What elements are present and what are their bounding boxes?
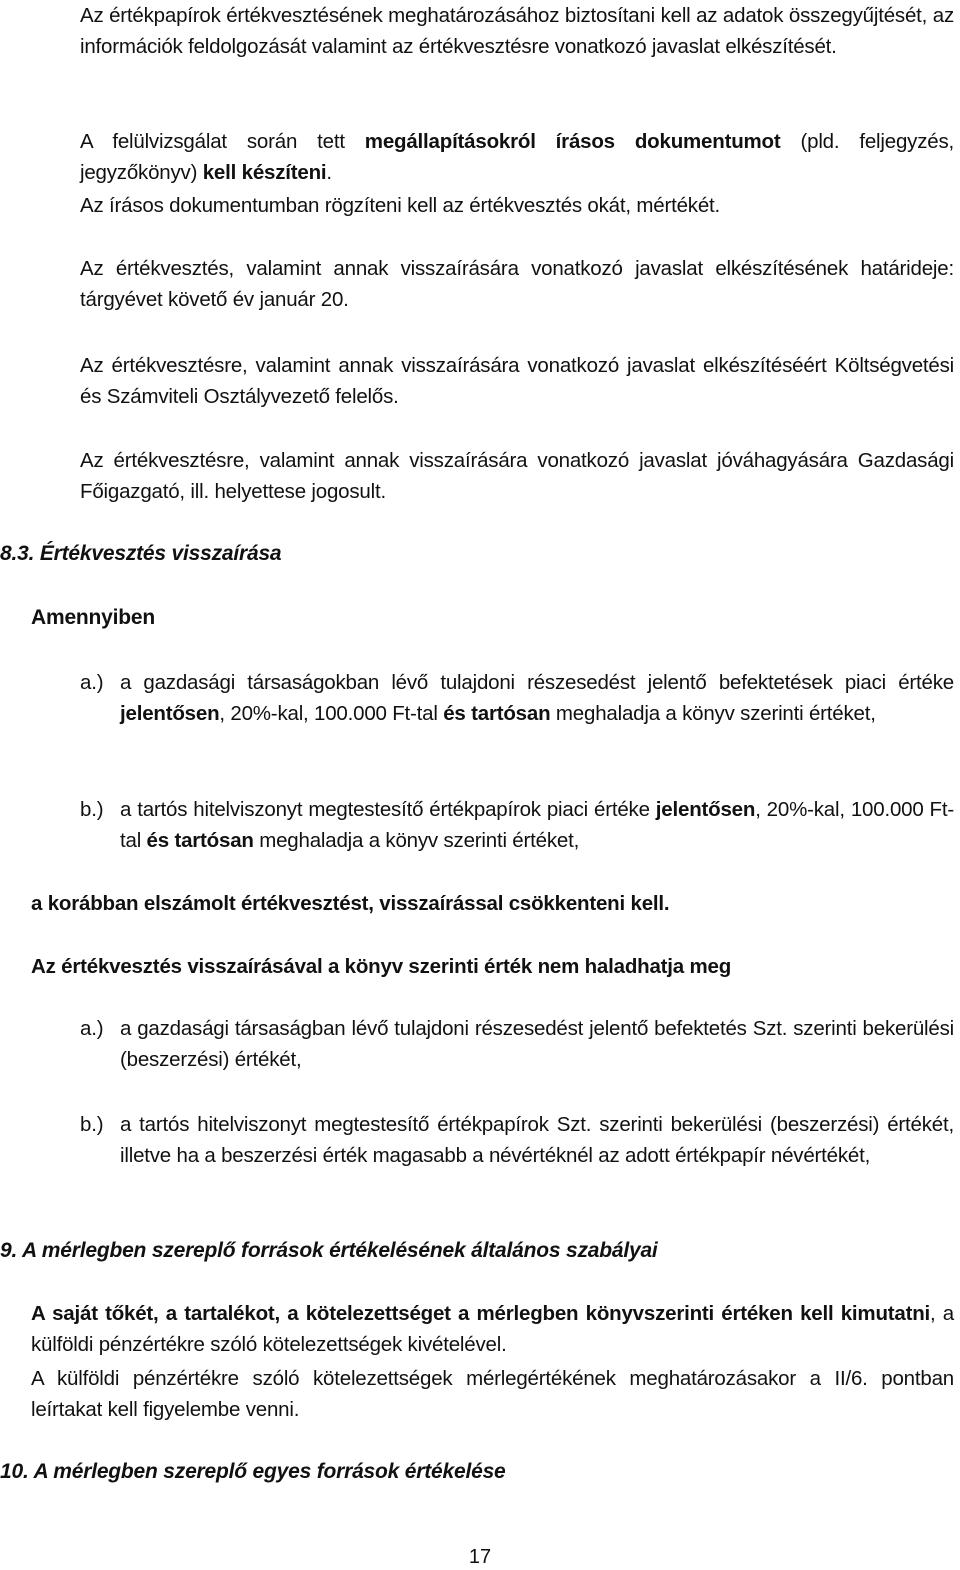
list-item [80,667,954,729]
conclusion-statement: a korábban elszámolt értékvesztést, visszaírással csökkenteni kell. [31,892,670,915]
paragraph-equity-valuation [31,1298,954,1360]
text-run: A felülvizsgálat során tett [80,130,365,153]
text-bold: kell készíteni [202,161,327,184]
amennyiben-label: Amennyiben [31,606,156,629]
list-item [80,794,954,856]
text-run: . [326,161,332,184]
page-number: 17 [468,1546,492,1568]
paragraph-deadline: Az értékvesztés, valamint annak visszaírására vonatkozó javaslat elkészítésének határideje: tárgyévet követő év január 20. [80,257,954,311]
list-item-label: a.) [80,671,104,694]
paragraph-data-collection: Az értékpapírok értékvesztésének meghatározásához biztosítani kell az adatok összegyűjtését, az információk feldolgozását valamint az értékvesztésre vonatkozó javaslat elkészítését. [80,4,954,58]
text-bold: megállapításokról írásos dokumentumot [364,130,781,153]
list-item-label: b.) [80,798,104,821]
paragraph-record-reason: Az írásos dokumentumban rögzíteni kell az értékvesztés okát, mértékét. [80,194,721,217]
list-item-text: a gazdasági társaságokban lévő tulajdoni részesedést jelentő befektetések piaci értéke jelentősen, 20%-kal, 100.000 Ft-tal és tartósan meghaladja a könyv szerinti értéket, [120,671,954,725]
paragraph-responsible: Az értékvesztésre, valamint annak visszaírására vonatkozó javaslat elkészítéséért Költségvetési és Számviteli Osztályvezető felelős. [80,354,954,408]
section-heading-8-3: 8.3. Értékvesztés visszaírása [0,542,282,565]
list-item-text: a tartós hitelviszonyt megtestesítő értékpapírok Szt. szerinti bekerülési (beszerzési) értékét, illetve ha a beszerzési érték magasabb a névértéknél az adott értékpapír névértékét, [120,1113,954,1167]
section-heading-10: 10. A mérlegben szereplő egyes források értékelése [0,1460,506,1483]
paragraph-review-documentation [80,126,954,188]
limit-statement: Az értékvesztés visszaírásával a könyv szerinti érték nem haladhatja meg [31,955,732,978]
list-item [80,1013,954,1075]
section-heading-9: 9. A mérlegben szereplő források értékelésének általános szabályai [0,1239,658,1262]
paragraph-foreign-currency: A külföldi pénzértékre szóló kötelezettségek mérlegértékének meghatározásakor a II/6. pontban leírtakat kell figyelembe venni. [31,1367,954,1421]
text-run: (pld. feljegyzés, jegyzőkönyv) [80,130,955,184]
paragraph-approval: Az értékvesztésre, valamint annak visszaírására vonatkozó javaslat jóváhagyására Gazdasági Főigazgató, ill. helyettese jogosult. [80,449,954,503]
list-item-text: a tartós hitelviszonyt megtestesítő értékpapírok piaci értéke jelentősen, 20%-kal, 100.000 Ft-tal és tartósan meghaladja a könyv szerinti értéket, [120,798,954,852]
list-item-label: b.) [80,1113,104,1136]
list-item-text: a gazdasági társaságban lévő tulajdoni részesedést jelentő befektetés Szt. szerinti bekerülési (beszerzési) értékét, [120,1017,954,1071]
text-run: , a külföldi pénzértékre szóló kötelezettségek kivételével. [31,1302,954,1356]
list-item-label: a.) [80,1017,104,1040]
text-bold: A saját tőkét, a tartalékot, a kötelezettséget a mérlegben könyvszerinti értéken kell kimutatni [31,1302,931,1325]
list-item [80,1109,954,1171]
